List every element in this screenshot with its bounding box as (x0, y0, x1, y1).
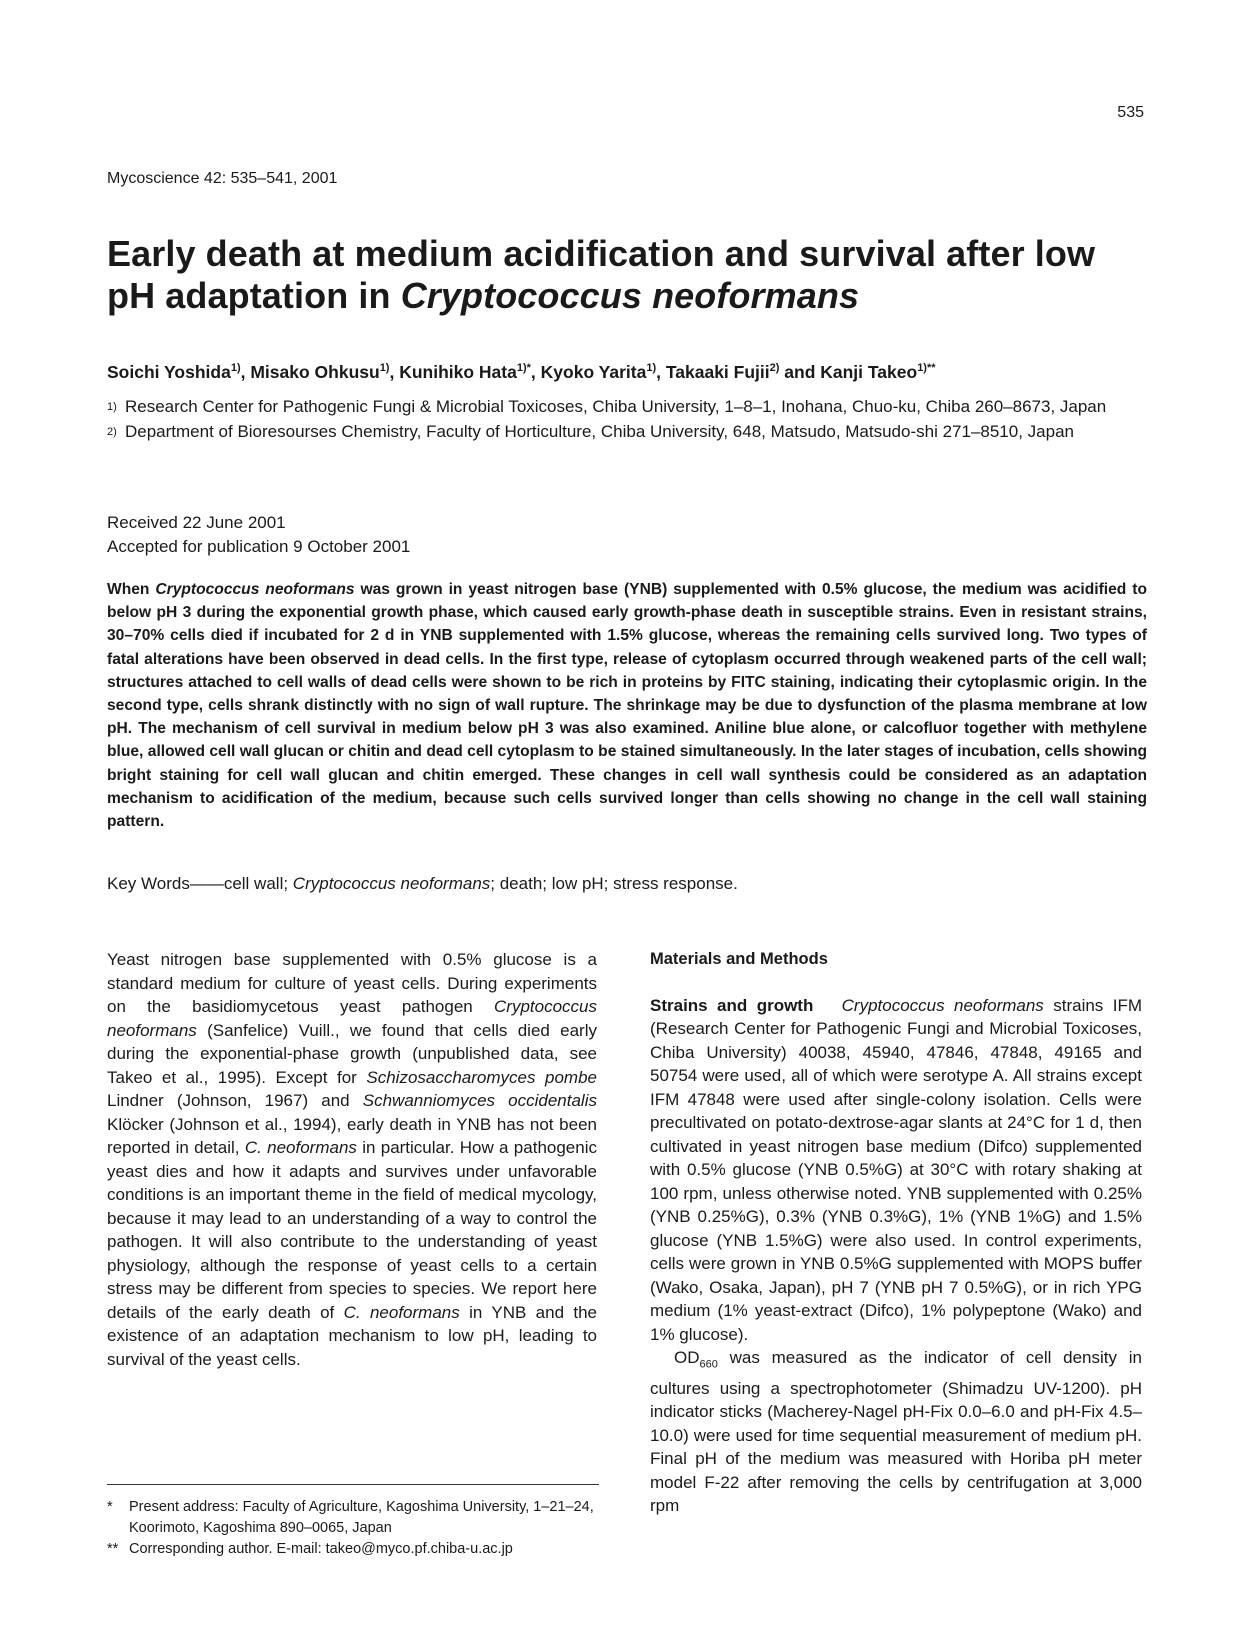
title-line-2 (107, 275, 1147, 317)
footnote-mark: * (107, 1499, 113, 1515)
author-affil-mark: 1) (230, 362, 241, 375)
author-affil-mark: 2) (769, 362, 780, 375)
intro-text: in YNB and the existence of an adaptation mechanism to low pH, leading to survival of the yeast cells. (107, 1302, 597, 1369)
keywords (107, 874, 738, 894)
affiliation-mark: 2) (107, 425, 117, 438)
footnotes (107, 1497, 599, 1560)
affiliation-item (107, 395, 1157, 420)
intro-text: Klöcker (Johnson et al., 1994), early death in YNB has not been reported in detail, (107, 1114, 597, 1157)
received-date: Received 22 June 2001 (107, 513, 286, 532)
abstract-species: Cryptococcus neoformans (155, 581, 355, 598)
intro-species: Cryptococcus neoformans (107, 997, 597, 1040)
author-affil-mark: 1)* (516, 362, 531, 375)
keywords-species: Cryptococcus neoformans (292, 874, 491, 893)
author-name: Takaaki Fujii (665, 362, 770, 382)
footnote-divider (107, 1484, 599, 1485)
author-affil-mark: 1)** (917, 362, 936, 375)
author-name: Misako Ohkusu (250, 362, 380, 382)
title-species: Cryptococcus neoformans (400, 275, 860, 316)
methods-text: strains IFM (Research Center for Pathogenic Fungi and Microbial Toxicoses, Chiba University) 40038, 45940, 47846, 47848, 49165 and 50754 were used, all of which were serotype A. All strains except IFM 47848 were used after single-colony isolation. Cells were precultivated on potato-dextrose-agar slants at 24°C for 1 d, then cultivated in yeast nitrogen base medium (Difco) supplemented with 0.5% glucose (YNB 0.5%G) at 30°C with rotary shaking at 100 rpm, unless otherwise noted. YNB supplemented with 0.25% (YNB 0.25%G), 0.3% (YNB 0.3%G), 1% (YNB 1%G) and 1.5% glucose (YNB 1.5%G) were also used. In control experiments, cells were grown in YNB 0.5%G supplemented with MOPS buffer (Wako, Osaka, Japan), pH 7 (YNB pH 7 0.5%G), or in rich YPG medium (1% yeast-extract (Difco), 1% polypeptone (Wako) and 1% glucose). (650, 995, 1142, 1344)
author-separator: , (530, 362, 541, 382)
methods-species: Cryptococcus neoformans (841, 995, 1044, 1015)
abstract-lead: When (107, 581, 156, 598)
footnote-item (107, 1497, 599, 1539)
methods-paragraph (650, 994, 1142, 1347)
intro-species: Schwanniomyces occidentalis (362, 1091, 597, 1110)
affiliation-text: Department of Bioresourses Chemistry, Faculty of Horticulture, Chiba University, 648, Matsudo, Matsudo-shi 271–8510, Japan (125, 421, 1074, 441)
affiliations (107, 395, 1157, 444)
accepted-date: Accepted for publication 9 October 2001 (107, 536, 411, 556)
affiliation-mark: 1) (107, 401, 117, 413)
methods-column (650, 948, 1142, 1518)
od-label: OD (674, 1348, 700, 1367)
footnote-text: Present address: Faculty of Agriculture, Kagoshima University, 1–21–24, Koorimoto, Kagoshima 890–0065, Japan (129, 1499, 594, 1536)
abstract (107, 578, 1147, 833)
author-affil-mark: 1) (646, 362, 657, 375)
author-separator: , (389, 362, 400, 382)
intro-text: (Sanfelice) Vuill., we found that cells died early during the exponential-phase growth (unpublished data, see Takeo et al., 1995). Except for (107, 1020, 597, 1087)
footnote-item (107, 1539, 599, 1560)
intro-species: C. neoformans (343, 1302, 460, 1322)
page-number: 535 (1117, 104, 1144, 121)
author-name: Kyoko Yarita (540, 362, 647, 382)
methods-subheading: Strains and growth (650, 995, 814, 1015)
od-subscript: 660 (699, 1358, 718, 1371)
intro-text: in particular. How a pathogenic yeast dies and how it adapts and survives under unfavorable conditions is an important theme in the field of medical mycology, because it may lead to an understanding of a way to control the pathogen. It will also contribute to the understanding of yeast physiology, although the response of yeast cells to a certain stress may be different from species to species. We report here details of the early death of (107, 1138, 597, 1322)
methods-paragraph (650, 1346, 1142, 1518)
journal-citation: Mycoscience 42: 535–541, 2001 (107, 170, 338, 187)
affiliation-item (107, 420, 1157, 445)
footnote-mark: ** (107, 1541, 119, 1557)
author-separator: , (656, 362, 666, 382)
article-title (107, 233, 1147, 317)
author-separator: , (240, 362, 251, 382)
footnote-text: Corresponding author. E-mail: takeo@myco.pf.chiba-u.ac.jp (129, 1541, 513, 1557)
abstract-body: was grown in yeast nitrogen base (YNB) supplemented with 0.5% glucose, the medium was acidified to below pH 3 during the exponential growth phase, which caused early growth-phase death in susceptible strains. Even in resistant strains, 30–70% cells died if incubated for 2 d in YNB supplemented with 1.5% glucose, whereas the remaining cells survived long. Two types of fatal alterations have been observed in dead cells. In the first type, release of cytoplasm occurred through weakened parts of the cell wall; structures attached to cell walls of dead cells were shown to be rich in proteins by FITC staining, indicating their cytoplasmic origin. In the second type, cells shrank distinctly with no sign of wall rupture. The shrinkage may be due to dysfunction of the plasma membrane at low pH. The mechanism of cell survival in medium below pH 3 was also examined. Aniline blue alone, or calcofluor together with methylene blue, allowed cell wall glucan or chitin and dead cell cytoplasm to be stained simultaneously. In the later stages of incubation, cells showing bright staining for cell wall glucan and chitin emerged. These changes in cell wall synthesis could be considered as an adaptation mechanism to acidification of the medium, because such cells survived longer than cells showing no change in the cell wall staining pattern. (107, 581, 1147, 831)
author-list (107, 362, 1167, 383)
title-line-2-text: pH adaptation in (107, 275, 401, 316)
intro-species: C. neoformans (244, 1138, 357, 1157)
intro-species: Schizosaccharomyces pombe (366, 1067, 597, 1087)
intro-text: Yeast nitrogen base supplemented with 0.5% glucose is a standard medium for culture of yeast cells. During experiments on the basidiomycetous yeast pathogen (107, 950, 597, 1016)
introduction-column (107, 948, 597, 1371)
intro-text: Lindner (Johnson, 1967) and (107, 1091, 363, 1110)
author-name: Soichi Yoshida (107, 362, 231, 382)
keywords-pre: cell wall; (223, 874, 293, 893)
author-affil-mark: 1) (379, 362, 390, 375)
publication-dates (107, 511, 410, 558)
methods-heading: Materials and Methods (650, 950, 828, 968)
methods-text: was measured as the indicator of cell density in cultures using a spectrophotometer (Shimadzu UV-1200). pH indicator sticks (Macherey-Nagel pH-Fix 0.0–6.0 and pH-Fix 4.5–10.0) were used for time sequential measurement of medium pH. Final pH of the medium was measured with Horiba pH meter model F-22 after removing the cells by centrifugation at 3,000 rpm (650, 1348, 1142, 1516)
author-separator: and (779, 362, 821, 382)
keywords-post: ; death; low pH; stress response. (490, 874, 738, 893)
title-line-1: Early death at medium acidification and survival after low (107, 233, 1096, 274)
affiliation-text: Research Center for Pathogenic Fungi & Microbial Toxicoses, Chiba University, 1–8–1, Inohana, Chuo-ku, Chiba 260–8673, Japan (125, 397, 1107, 416)
author-name: Kanji Takeo (820, 362, 918, 382)
keywords-label: Key Words—— (107, 874, 224, 893)
author-name: Kunihiko Hata (399, 362, 517, 382)
